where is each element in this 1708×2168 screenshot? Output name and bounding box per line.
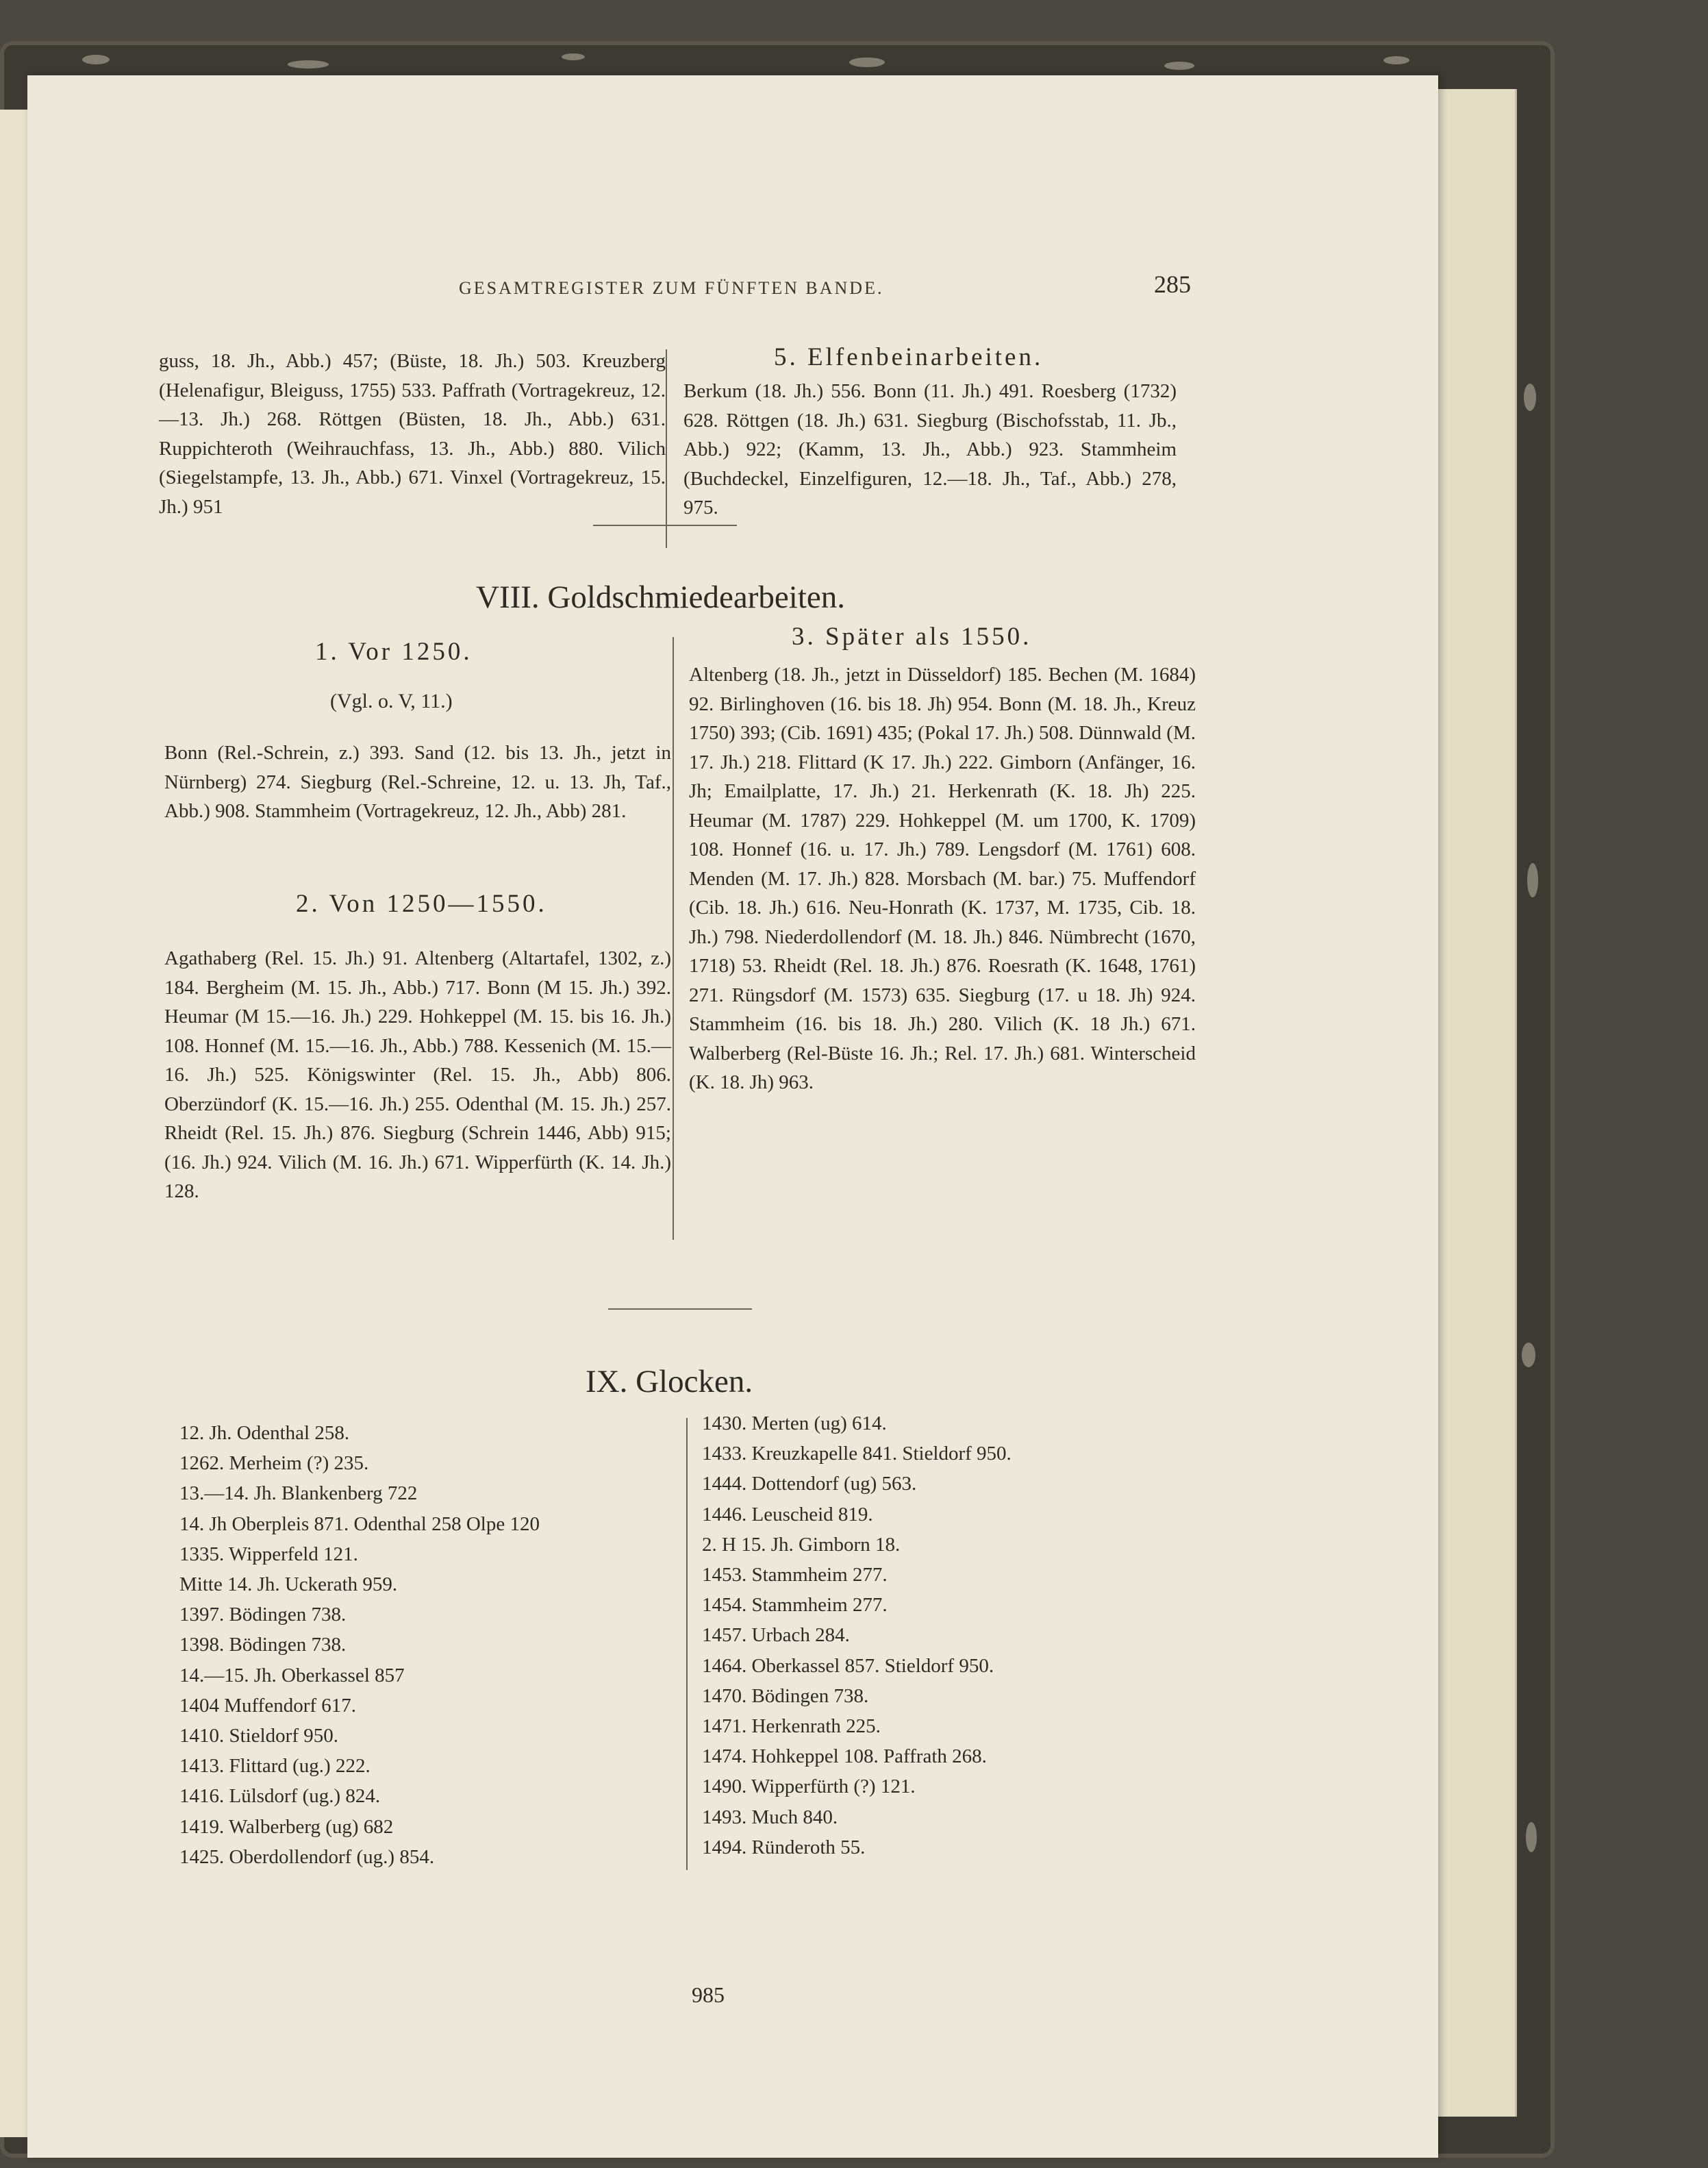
top-left-column bbox=[159, 347, 666, 521]
list-item: 1453. Stammheim 277. bbox=[702, 1564, 888, 1586]
list-item: 1398. Bödingen 738. bbox=[179, 1634, 347, 1656]
list-item: 1470. Bödingen 738. bbox=[702, 1684, 869, 1707]
section-divider bbox=[593, 525, 737, 526]
section-viii-heading: VIII. Goldschmiedearbeiten. bbox=[476, 580, 845, 615]
list-item: 1430. Merten (ug) 614. bbox=[702, 1412, 887, 1434]
sub2-heading: 2. Von 1250—1550. bbox=[296, 890, 547, 918]
list-item: 1397. Bödingen 738. bbox=[179, 1604, 347, 1626]
list-item: 1454. Stammheim 277. bbox=[702, 1594, 888, 1617]
column-divider bbox=[666, 349, 667, 548]
top-right-column bbox=[683, 377, 1177, 523]
column-divider bbox=[686, 1418, 688, 1870]
list-item: 13.—14. Jh. Blankenberg 722 bbox=[179, 1482, 418, 1505]
list-item: 1493. Much 840. bbox=[702, 1806, 838, 1828]
section-divider bbox=[608, 1308, 752, 1310]
column-divider bbox=[673, 637, 674, 1240]
list-item: 1416. Lülsdorf (ug.) 824. bbox=[179, 1785, 381, 1808]
elfenbein-heading: 5. Elfenbeinarbeiten. bbox=[774, 343, 1044, 371]
list-item: 1419. Walberberg (ug) 682 bbox=[179, 1815, 394, 1838]
section-ix-heading: IX. Glocken. bbox=[586, 1364, 753, 1399]
list-item: 1446. Leuscheid 819. bbox=[702, 1503, 873, 1525]
sub3-text-block bbox=[689, 660, 1196, 1097]
list-item: 2. H 15. Jh. Gimborn 18. bbox=[702, 1533, 901, 1556]
list-item: 1413. Flittard (ug.) 222. bbox=[179, 1755, 371, 1778]
sheet-number: 985 bbox=[692, 1982, 725, 2007]
sub1-heading: 1. Vor 1250. bbox=[315, 638, 473, 666]
sub3-heading: 3. Später als 1550. bbox=[792, 623, 1032, 651]
list-item: 1425. Oberdollendorf (ug.) 854. bbox=[179, 1845, 435, 1868]
list-item: 1494. Ründeroth 55. bbox=[702, 1836, 866, 1858]
sub2-text: Agathaberg (Rel. 15. Jh.) 91. Altenberg (Altartafel, 1302, z.) 184. Bergheim (M. 15. Jh., Abb.) 717. Bonn (M 15. Jh.) 392. Heumar (M 15.—16. Jh.) 229. Hohkeppel (M. 15. bis 16. Jh.) 108. Honnef (M. 15.—16. Jh., Abb.) 788. Kessenich (M. 15.—16. Jh.) 525. Königswinter (Rel. 15. Jh., Abb) 806. Oberzündorf (K. 15.—16. Jh.) 255. Odenthal (M. 15. Jh.) 257. Rheidt (Rel. 15. Jh.) 876. Siegburg (Schrein 1446, Abb) 915; (16. Jh.) 924. Vilich (M. 16. Jh.) 671. Wipperfürth (K. 14. Jh.) 128. bbox=[164, 947, 671, 1202]
list-item: Mitte 14. Jh. Uckerath 959. bbox=[179, 1573, 398, 1596]
list-item: 1471. Herkenrath 225. bbox=[702, 1715, 881, 1738]
sub2-text-block bbox=[164, 944, 671, 1206]
list-item: 1262. Merheim (?) 235. bbox=[179, 1452, 369, 1475]
bell-list-left bbox=[179, 1418, 540, 1872]
list-item: 1464. Oberkassel 857. Stieldorf 950. bbox=[702, 1654, 994, 1677]
list-item: 1410. Stieldorf 950. bbox=[179, 1725, 338, 1747]
list-item: 1335. Wipperfeld 121. bbox=[179, 1543, 358, 1565]
list-item: 12. Jh. Odenthal 258. bbox=[179, 1422, 350, 1444]
sub1-note: (Vgl. o. V, 11.) bbox=[330, 690, 453, 712]
sub1-text: Bonn (Rel.-Schrein, z.) 393. Sand (12. bis 13. Jh., jetzt in Nürnberg) 274. Siegburg (Rel.-Schreine, 12. u. 13. Jh, Taf., Abb.) 908. Stammheim (Vortragekreuz, 12. Jh., Abb) 281. bbox=[164, 742, 671, 822]
list-item: 1404 Muffendorf 617. bbox=[179, 1694, 357, 1717]
list-item: 1433. Kreuzkapelle 841. Stieldorf 950. bbox=[702, 1443, 1012, 1465]
elfenbein-text: Berkum (18. Jh.) 556. Bonn (11. Jh.) 491. Roesberg (1732) 628. Röttgen (18. Jh.) 631. Siegburg (Bischofsstab, 11. Jb., Abb.) 922; (Kamm, 13. Jh., Abb.) 923. Stammheim (Buchdeckel, Einzelfiguren, 12.—18. Jh., Taf., Abb.) 278, 975. bbox=[683, 380, 1177, 519]
list-item: 1474. Hohkeppel 108. Paffrath 268. bbox=[702, 1745, 987, 1768]
list-item: 1490. Wipperfürth (?) 121. bbox=[702, 1775, 916, 1798]
running-title: GESAMTREGISTER ZUM FÜNFTEN BANDE. bbox=[459, 278, 884, 298]
left-page-edge bbox=[0, 110, 29, 2137]
sub3-text: Altenberg (18. Jh., jetzt in Düsseldorf) 185. Bechen (M. 1684) 92. Birlinghoven (16. bis 18. Jh) 954. Bonn (M. 18. Jh., Kreuz 1750) 393; (Cib. 1691) 435; (Pokal 17. Jh.) 508. Dünnwald (M. 17. Jh.) 218. Flittard (K 17. Jh.) 222. Gimborn (Anfänger, 16. Jh; Emailplatte, 17. Jh.) 21. Herkenrath (K. 18. Jh) 225. Heumar (M. 1787) 229. Hohkeppel (M. um 1700, K. 1709) 108. Honnef (16. u. 17. Jh.) 789. Lengsdorf (M. 1761) 608. Menden (M. 17. Jh.) 828. Morsbach (M. bar.) 75. Muffendorf (Cib. 18. Jh.) 616. Neu-Honrath (K. 1737, M. 1735, Cib. 18. Jh.) 798. Niederdollendorf (M. 18. Jh.) 846. Nümbrecht (1670, 1718) 53. Rheidt (Rel. 18. Jh.) 876. Roesrath (K. 1648, 1761) 271. Rüngsdorf (M. 1573) 635. Siegburg (17. u 18. Jh) 924. Stammheim (16. bis 18. Jh.) 280. Vilich (K. 18 Jh.) 671. Walberberg (Rel-Büste 16. Jh.; Rel. 17. Jh.) 681. Winterscheid (K. 18. Jh) 963. bbox=[689, 664, 1196, 1093]
page-number: 285 bbox=[1154, 271, 1191, 298]
continued-entry-text: guss, 18. Jh., Abb.) 457; (Büste, 18. Jh.) 503. Kreuzberg (Helenafigur, Bleiguss, 1755) 533. Paffrath (Vortragekreuz, 12.—13. Jh.) 268. Röttgen (Büsten, 18. Jh., Abb.) 631. Ruppichteroth (Weihrauchfass, 13. Jh., Abb.) 880. Vilich (Siegelstampfe, 13. Jh., Abb.) 671. Vinxel (Vortragekreuz, 15. Jh.) 951 bbox=[159, 350, 666, 518]
sub1-text-block bbox=[164, 738, 671, 826]
bell-list-right bbox=[702, 1408, 1012, 1862]
book-page bbox=[27, 75, 1438, 2158]
list-item: 1457. Urbach 284. bbox=[702, 1624, 850, 1647]
list-item: 1444. Dottendorf (ug) 563. bbox=[702, 1473, 917, 1495]
list-item: 14.—15. Jh. Oberkassel 857 bbox=[179, 1664, 405, 1686]
list-item: 14. Jh Oberpleis 871. Odenthal 258 Olpe 120 bbox=[179, 1512, 540, 1535]
